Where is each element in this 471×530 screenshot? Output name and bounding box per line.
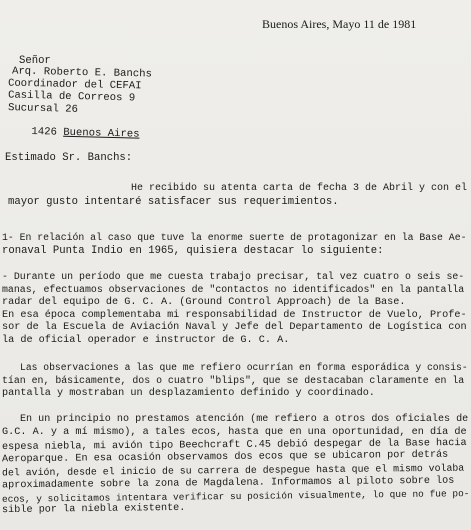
para3-line: Aeroparque. En esa ocasión observamos dos ecos que se ubicaron por detrás [1, 449, 449, 466]
recipient-title: Señor [19, 55, 51, 67]
para3-line: sible por la niebla existente. [1, 502, 186, 517]
para3-line: del avión, desde el inicio de su carrera de despegue hasta que el mismo volaba [1, 462, 465, 479]
letter-date: Buenos Aires, Mayo 11 de 1981 [262, 17, 417, 31]
section1-line: 1- En relación al caso que tuve la enorme suerte de protagonizar en la Base Ae- [2, 232, 467, 243]
para3-line: espesa niebla, mi avión tipo Beechcraft C.45 debió despegar de la Base hacia [1, 437, 467, 454]
para1-line: manas, efectuamos observaciones de "contactos no identificados" en la pantalla [2, 284, 465, 295]
greeting: Estimado Sr. Banchs: [5, 152, 133, 164]
para1-line: radar del equipo de G. C. A. (Ground Control Approach) de la Base. [2, 297, 406, 308]
para3-line: aproximadamente sobre la zona de Magdalena. Informamos al piloto sobre los [1, 475, 455, 492]
section1-line: ronaval Punta Indio en 1965, quisiera destacar lo siguiente: [2, 245, 384, 257]
para2-line: Las observaciones a las que me refiero ocurrían en forma esporádica y consis- [20, 362, 468, 373]
para1-line: sor de la Escuela de Aviación Naval y Jefe del Departamento de Logística con [2, 322, 467, 333]
postal-code: 1426 [31, 125, 58, 139]
intro-line: He recibido su atenta carta de fecha 3 de Abril y con el [131, 183, 468, 194]
recipient-city-line [6, 113, 140, 152]
recipient-name: Arq. Roberto E. Banchs [11, 65, 152, 81]
para1-line: - Durante un período que me cuesta trabajo precisar, tal vez cuatro o seis se- [2, 271, 465, 282]
recipient-branch: Sucursal 26 [7, 102, 79, 116]
para3-line: En un principio no prestamos atención (me refiero a otros dos oficiales de [20, 414, 469, 425]
intro-line: mayor gusto intentaré satisfacer sus requerimientos. [8, 196, 339, 208]
recipient-city: Buenos Aires [63, 126, 140, 141]
recipient-mailbox: Casilla de Correos 9 [7, 89, 136, 105]
para3-line: G.C. A. y a mí mismo), a tales ecos, hasta que en una oportunidad, en día de [2, 427, 467, 438]
para2-line: tían en, básicamente, dos o cuatro "blips", que se destacaban claramente en la [2, 375, 465, 386]
para2-line: pantalla y mostraban un desplazamiento definido y coordinado. [2, 388, 375, 399]
recipient-role: Coordinador del CEFAI [7, 77, 142, 93]
para3-line: ecos, y solicitamos intentara verificar su posición visualmente, lo que no fue po- [1, 488, 470, 505]
para1-line: la de oficial operador e instructor de G. C. A. [2, 335, 290, 346]
para1-line: En esa época complementaba mi responsabilidad de Instructor de Vuelo, Profe- [2, 310, 467, 321]
